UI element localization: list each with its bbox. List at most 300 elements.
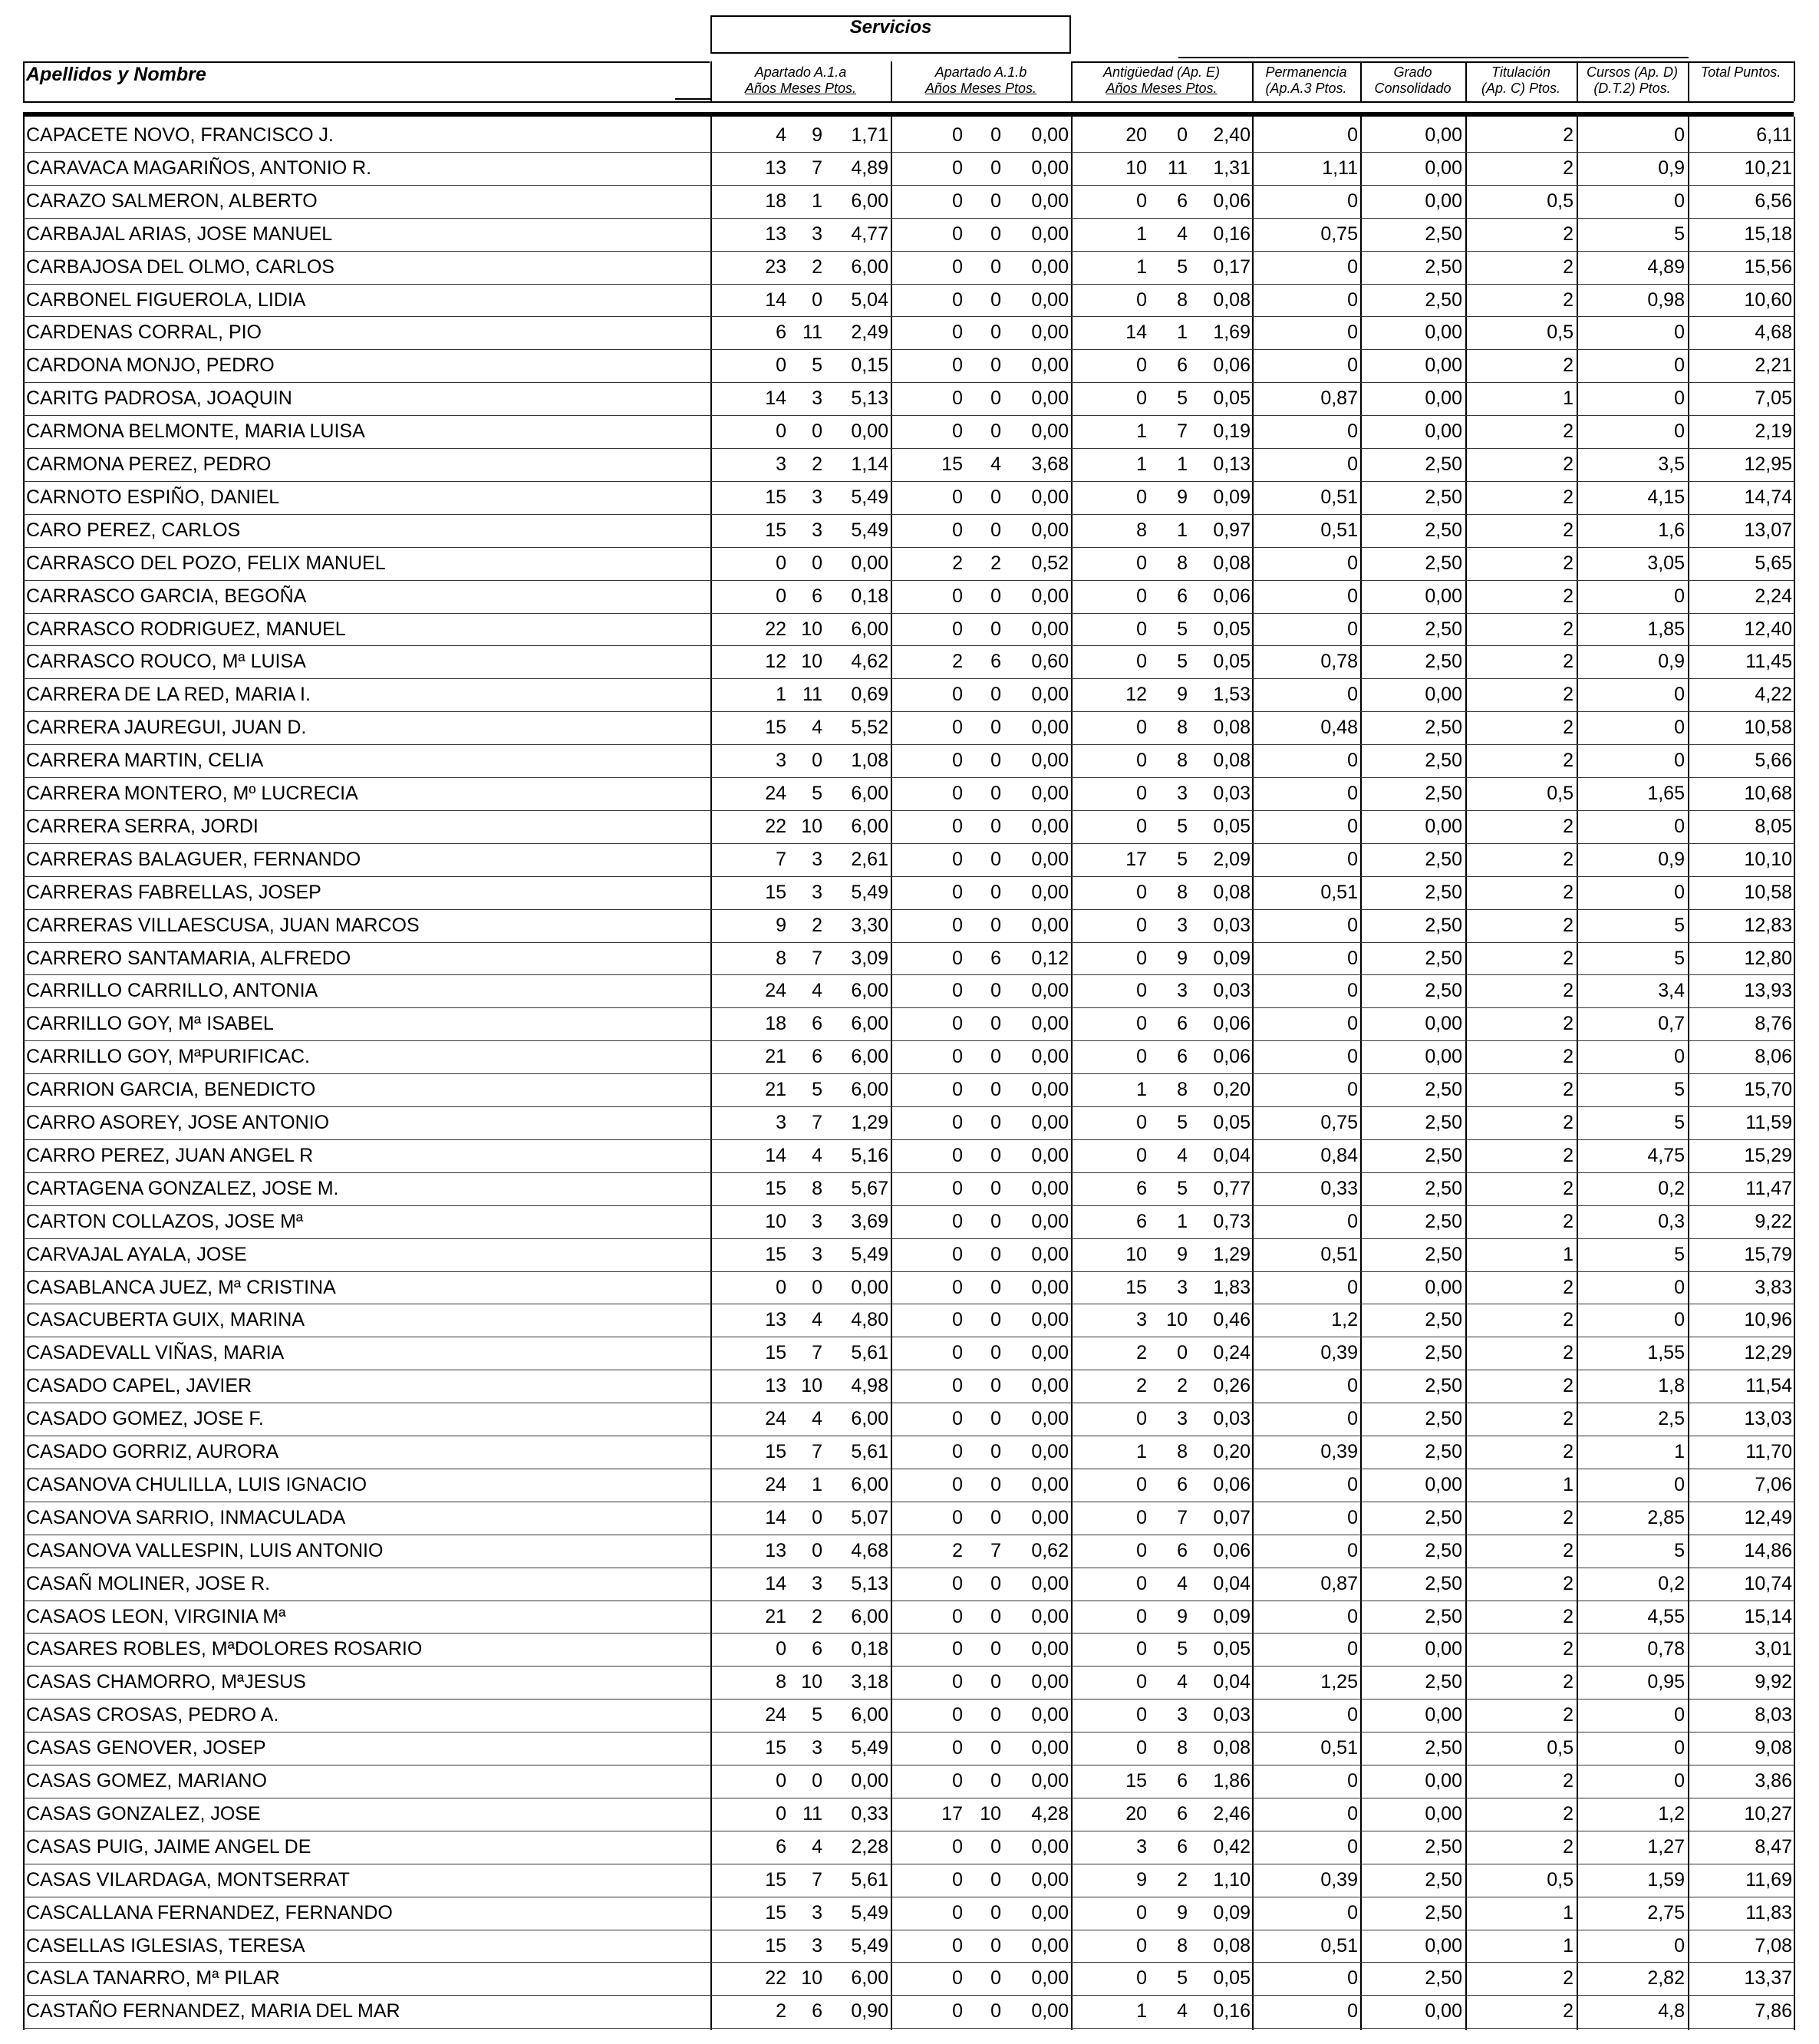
cell-permanencia: 0	[1347, 1638, 1358, 1660]
cell-antig-points: 0,05	[1213, 618, 1251, 640]
cell-antig-months: 9	[1177, 1605, 1188, 1627]
cell-a1a-points: 1,71	[851, 124, 888, 146]
cell-a1a-years: 14	[765, 1144, 786, 1166]
cell-a1b-years: 0	[952, 1243, 963, 1265]
cell-a1b-points: 0,00	[1031, 1243, 1069, 1265]
cell-grado: 2,50	[1425, 1506, 1462, 1528]
cell-grado: 2,50	[1425, 1144, 1462, 1166]
cell-a1a-points: 0,00	[851, 552, 888, 574]
cell-a1b-points: 0,00	[1031, 848, 1069, 870]
cell-a1a-years: 22	[765, 815, 786, 837]
cell-grado: 2,50	[1425, 783, 1462, 804]
cell-grado: 2,50	[1425, 223, 1462, 245]
cell-a1b-months: 0	[990, 1112, 1001, 1133]
cell-a1b-points: 0,62	[1031, 1539, 1069, 1561]
cell-grado: 2,50	[1425, 914, 1462, 936]
cell-cursos: 0	[1674, 190, 1685, 212]
cell-a1b-months: 4	[990, 453, 1001, 475]
cell-grado: 0,00	[1425, 684, 1462, 706]
cell-antig-years: 0	[1136, 1901, 1147, 1924]
cell-antig-years: 0	[1136, 1539, 1147, 1561]
cell-a1b-months: 7	[990, 1539, 1001, 1561]
cell-antig-points: 0,20	[1213, 1079, 1251, 1101]
table-row	[0, 580, 1819, 613]
cell-a1a-points: 6,00	[851, 190, 888, 212]
cell-antig-months: 3	[1177, 1276, 1188, 1298]
cell-antig-months: 6	[1177, 1835, 1188, 1858]
col-header-line1: Antigüedad (Ap. E)	[1102, 64, 1221, 80]
cell-titulacion: 2	[1563, 1276, 1574, 1298]
cell-antig-years: 1	[1136, 2000, 1147, 2023]
cell-grado: 0,00	[1425, 1802, 1462, 1825]
cell-name: CASABLANCA JUEZ, Mª CRISTINA	[26, 1276, 336, 1298]
cell-antig-months: 9	[1177, 486, 1188, 508]
cell-name: CASAOS LEON, VIRGINIA Mª	[26, 1605, 286, 1627]
cell-total: 12,80	[1744, 947, 1792, 969]
cell-total: 13,93	[1744, 980, 1792, 1002]
cell-total: 11,47	[1745, 1177, 1792, 1199]
cell-antig-years: 17	[1125, 848, 1147, 870]
cell-antig-points: 2,40	[1213, 124, 1251, 146]
cell-a1a-years: 15	[765, 1737, 786, 1759]
cell-antig-points: 0,16	[1213, 2000, 1251, 2023]
cell-antig-months: 7	[1177, 420, 1188, 443]
cell-a1b-years: 0	[952, 1079, 963, 1101]
cell-permanencia: 0,51	[1320, 881, 1358, 903]
cell-permanencia: 0	[1347, 190, 1358, 212]
cell-antig-points: 0,03	[1213, 1408, 1251, 1430]
cell-a1a-points: 5,61	[851, 1441, 888, 1462]
cell-permanencia: 0	[1347, 256, 1358, 278]
cell-total: 2,21	[1755, 354, 1792, 377]
cell-a1b-months: 0	[990, 881, 1001, 903]
cell-total: 3,83	[1755, 1276, 1792, 1298]
cell-total: 6,11	[1756, 124, 1792, 146]
cell-a1a-years: 8	[776, 947, 786, 969]
cell-a1a-points: 1,29	[851, 1112, 888, 1133]
cell-a1a-points: 6,00	[851, 815, 888, 837]
cell-grado: 0,00	[1425, 1473, 1462, 1495]
cell-a1b-points: 0,00	[1031, 1638, 1069, 1660]
cell-antig-points: 0,13	[1213, 453, 1251, 475]
cell-antig-months: 5	[1177, 815, 1188, 837]
cell-cursos: 0,9	[1658, 157, 1685, 179]
cell-a1a-months: 6	[812, 1638, 822, 1660]
cell-antig-points: 0,08	[1213, 288, 1251, 311]
table-row	[0, 678, 1819, 711]
cell-a1a-points: 0,15	[851, 354, 888, 377]
cell-antig-points: 1,10	[1213, 1868, 1251, 1891]
cell-grado: 2,50	[1425, 881, 1462, 903]
cell-name: CASADO CAPEL, JAVIER	[26, 1375, 252, 1397]
cell-cursos: 0	[1674, 354, 1685, 377]
cell-a1a-months: 4	[812, 1408, 822, 1430]
cell-a1a-months: 10	[801, 1375, 822, 1397]
cell-a1a-points: 6,00	[851, 1704, 888, 1726]
cell-permanencia: 0,39	[1320, 1868, 1358, 1891]
cell-name: CARBAJOSA DEL OLMO, CARLOS	[26, 256, 334, 278]
cell-antig-years: 0	[1136, 750, 1147, 772]
cell-antig-years: 3	[1136, 1309, 1147, 1331]
table-row	[0, 1831, 1819, 1864]
cell-a1a-years: 7	[776, 848, 786, 870]
cell-grado: 2,50	[1425, 453, 1462, 475]
cell-a1b-points: 0,00	[1031, 1572, 1069, 1594]
cell-antig-months: 1	[1177, 1210, 1188, 1232]
cell-grado: 2,50	[1425, 848, 1462, 870]
cell-name: CARMONA BELMONTE, MARIA LUISA	[26, 420, 365, 443]
cell-a1b-points: 0,60	[1031, 651, 1069, 673]
cell-name: CARMONA PEREZ, PEDRO	[26, 453, 272, 475]
cell-titulacion: 2	[1563, 1770, 1574, 1792]
cell-total: 12,40	[1744, 618, 1792, 640]
table-row	[0, 1633, 1819, 1666]
cell-antig-points: 0,06	[1213, 190, 1251, 212]
table-row	[0, 1172, 1819, 1205]
col-header-line2: (D.T.2) Ptos.	[1593, 81, 1671, 96]
cell-a1a-years: 22	[765, 1967, 786, 1990]
cell-a1b-points: 0,00	[1031, 1473, 1069, 1495]
cell-titulacion: 2	[1563, 1046, 1574, 1068]
cell-titulacion: 2	[1563, 1506, 1574, 1528]
cell-grado: 0,00	[1425, 1638, 1462, 1660]
cell-a1b-points: 0,00	[1031, 914, 1069, 936]
cell-permanencia: 0	[1347, 750, 1358, 772]
cell-a1b-points: 0,00	[1031, 1934, 1069, 1957]
cell-grado: 2,50	[1425, 1441, 1462, 1462]
cell-total: 11,69	[1745, 1868, 1792, 1891]
cell-a1a-months: 4	[812, 1835, 822, 1858]
cell-a1b-years: 0	[952, 157, 963, 179]
cell-total: 11,54	[1745, 1375, 1792, 1397]
cell-permanencia: 0	[1347, 1375, 1358, 1397]
cell-a1a-points: 5,16	[851, 1144, 888, 1166]
cell-a1b-points: 0,00	[1031, 157, 1069, 179]
col-header-line1: Permanencia	[1265, 64, 1347, 80]
cell-total: 13,37	[1744, 1967, 1792, 1990]
cell-a1a-months: 2	[812, 256, 822, 278]
cell-a1b-years: 0	[952, 947, 963, 969]
cell-a1a-points: 3,18	[851, 1671, 888, 1693]
cell-a1b-months: 0	[990, 980, 1001, 1002]
cell-a1b-years: 0	[952, 717, 963, 739]
cell-grado: 2,50	[1425, 1868, 1462, 1891]
cell-antig-points: 0,06	[1213, 1473, 1251, 1495]
cell-name: CARRERA DE LA RED, MARIA I.	[26, 684, 311, 706]
cell-name: CARRILLO GOY, MªPURIFICAC.	[26, 1046, 310, 1068]
cell-cursos: 4,8	[1658, 2000, 1685, 2023]
col-header-line1: Total Puntos.	[1700, 64, 1781, 80]
cell-total: 7,06	[1755, 1473, 1792, 1495]
cell-a1a-points: 5,49	[851, 881, 888, 903]
cell-a1b-months: 0	[990, 1013, 1001, 1035]
cell-cursos: 3,4	[1658, 980, 1685, 1002]
cell-a1b-years: 0	[952, 1835, 963, 1858]
cell-titulacion: 2	[1563, 1572, 1574, 1594]
cell-cursos: 0	[1674, 1473, 1685, 1495]
cell-antig-years: 10	[1125, 157, 1147, 179]
cell-a1a-months: 3	[812, 1737, 822, 1759]
cell-a1b-months: 0	[990, 783, 1001, 804]
cell-a1a-months: 4	[812, 717, 822, 739]
cell-total: 7,08	[1755, 1934, 1792, 1957]
cell-permanencia: 0	[1347, 684, 1358, 706]
cell-a1b-points: 0,00	[1031, 1835, 1069, 1858]
cell-a1a-months: 4	[812, 1309, 822, 1331]
cell-a1a-years: 15	[765, 1342, 786, 1364]
cell-antig-points: 0,24	[1213, 1342, 1251, 1364]
cell-a1b-months: 0	[990, 1276, 1001, 1298]
cell-total: 5,66	[1755, 750, 1792, 772]
cell-name: CAPACETE NOVO, FRANCISCO J.	[26, 124, 334, 146]
cell-antig-months: 5	[1177, 618, 1188, 640]
cell-a1b-points: 0,00	[1031, 354, 1069, 377]
cell-a1a-points: 6,00	[851, 1967, 888, 1990]
cell-a1b-points: 0,52	[1031, 552, 1069, 574]
cell-permanencia: 0	[1347, 1704, 1358, 1726]
table-row	[0, 1765, 1819, 1798]
cell-permanencia: 0	[1347, 1770, 1358, 1792]
cell-antig-points: 2,09	[1213, 848, 1251, 870]
cell-a1a-years: 12	[765, 651, 786, 673]
cell-a1a-months: 5	[812, 1704, 822, 1726]
cell-cursos: 0,3	[1658, 1210, 1685, 1232]
cell-a1a-points: 5,61	[851, 1868, 888, 1891]
cell-a1a-years: 3	[776, 1112, 786, 1133]
cell-name: CARRO ASOREY, JOSE ANTONIO	[26, 1112, 330, 1133]
cell-a1b-points: 0,00	[1031, 1737, 1069, 1759]
cell-a1a-years: 15	[765, 717, 786, 739]
cell-a1b-years: 0	[952, 1605, 963, 1627]
cell-name: CASCALLANA FERNANDEZ, FERNANDO	[26, 1901, 393, 1924]
cell-name: CARRERA MONTERO, Mº LUCRECIA	[26, 783, 358, 804]
cell-antig-years: 0	[1136, 1605, 1147, 1627]
cell-a1a-points: 4,62	[851, 651, 888, 673]
cell-permanencia: 0	[1347, 815, 1358, 837]
cell-a1b-years: 0	[952, 190, 963, 212]
cell-grado: 0,00	[1425, 387, 1462, 410]
cell-titulacion: 2	[1563, 486, 1574, 508]
cell-titulacion: 2	[1563, 1309, 1574, 1331]
table-row	[0, 810, 1819, 843]
cell-antig-points: 0,05	[1213, 1638, 1251, 1660]
cell-a1b-points: 0,00	[1031, 815, 1069, 837]
cell-a1b-years: 0	[952, 1013, 963, 1035]
cell-a1b-months: 0	[990, 354, 1001, 377]
cell-a1b-months: 0	[990, 1934, 1001, 1957]
cell-permanencia: 0,51	[1320, 486, 1358, 508]
cell-name: CARRERAS FABRELLAS, JOSEP	[26, 881, 321, 903]
cell-antig-points: 0,03	[1213, 980, 1251, 1002]
cell-cursos: 5	[1674, 1539, 1685, 1561]
cell-a1a-months: 8	[812, 1177, 822, 1199]
cell-titulacion: 2	[1563, 288, 1574, 311]
table-row	[0, 1535, 1819, 1568]
cell-antig-points: 0,08	[1213, 552, 1251, 574]
cell-antig-months: 6	[1177, 190, 1188, 212]
cell-total: 9,08	[1755, 1737, 1792, 1759]
cell-name: CASACUBERTA GUIX, MARINA	[26, 1309, 305, 1331]
cell-a1b-points: 0,00	[1031, 1671, 1069, 1693]
cell-permanencia: 0	[1347, 354, 1358, 377]
cell-a1b-points: 0,00	[1031, 1441, 1069, 1462]
table-row	[0, 481, 1819, 514]
cell-cursos: 0	[1674, 420, 1685, 443]
cell-a1b-points: 0,00	[1031, 717, 1069, 739]
cell-total: 3,01	[1755, 1638, 1792, 1660]
col-header-line2: Años Meses Ptos.	[1106, 81, 1218, 96]
cell-name: CASADEVALL VIÑAS, MARIA	[26, 1342, 285, 1364]
cell-a1b-points: 0,00	[1031, 1046, 1069, 1068]
cell-a1a-years: 0	[776, 552, 786, 574]
cell-grado: 2,50	[1425, 1375, 1462, 1397]
cell-titulacion: 2	[1563, 519, 1574, 541]
cell-cursos: 0,9	[1658, 651, 1685, 673]
table-row	[0, 1007, 1819, 1040]
cell-antig-years: 0	[1136, 354, 1147, 377]
cell-a1b-points: 0,00	[1031, 288, 1069, 311]
cell-antig-years: 10	[1125, 1243, 1147, 1265]
cell-a1b-months: 0	[990, 585, 1001, 607]
table-row	[0, 1403, 1819, 1436]
cell-total: 6,56	[1755, 190, 1792, 212]
cell-a1b-years: 0	[952, 1704, 963, 1726]
cell-antig-points: 0,03	[1213, 914, 1251, 936]
cell-a1a-years: 23	[765, 256, 786, 278]
cell-a1a-points: 0,18	[851, 585, 888, 607]
cell-a1b-points: 0,00	[1031, 519, 1069, 541]
cell-total: 10,58	[1744, 717, 1792, 739]
cell-antig-months: 6	[1177, 354, 1188, 377]
cell-a1b-points: 0,00	[1031, 321, 1069, 344]
cell-permanencia: 0	[1347, 552, 1358, 574]
cell-antig-years: 0	[1136, 1046, 1147, 1068]
cell-titulacion: 2	[1563, 256, 1574, 278]
cell-antig-months: 6	[1177, 585, 1188, 607]
col-header-line2: Consolidado	[1374, 81, 1452, 96]
cell-cursos: 0	[1674, 1737, 1685, 1759]
cell-titulacion: 2	[1563, 1835, 1574, 1858]
cell-permanencia: 0	[1347, 1605, 1358, 1627]
cell-a1b-months: 0	[990, 1835, 1001, 1858]
cell-titulacion: 2	[1563, 1013, 1574, 1035]
services-title: Servicios	[849, 17, 932, 38]
cell-permanencia: 0	[1347, 2000, 1358, 2023]
cell-antig-years: 0	[1136, 618, 1147, 640]
cell-a1b-points: 0,00	[1031, 1013, 1069, 1035]
cell-a1a-points: 5,49	[851, 486, 888, 508]
table-row	[0, 1699, 1819, 1732]
cell-a1a-points: 4,77	[851, 223, 888, 245]
cell-cursos: 5	[1674, 1079, 1685, 1101]
cell-permanencia: 0	[1347, 1835, 1358, 1858]
cell-total: 14,74	[1744, 486, 1792, 508]
cell-a1a-years: 0	[776, 1276, 786, 1298]
cell-permanencia: 0,33	[1320, 1177, 1358, 1199]
cell-a1b-points: 0,00	[1031, 2000, 1069, 2023]
table-row	[0, 119, 1819, 152]
cell-permanencia: 0	[1347, 618, 1358, 640]
cell-antig-months: 8	[1177, 1737, 1188, 1759]
cell-antig-months: 5	[1177, 651, 1188, 673]
cell-grado: 0,00	[1425, 321, 1462, 344]
cell-a1b-years: 2	[952, 552, 963, 574]
cell-a1b-months: 0	[990, 124, 1001, 146]
cell-titulacion: 2	[1563, 815, 1574, 837]
table-row	[0, 284, 1819, 317]
cell-antig-years: 0	[1136, 486, 1147, 508]
cell-name: CARRERO SANTAMARIA, ALFREDO	[26, 947, 351, 969]
col-header-line2: Años Meses Ptos.	[744, 81, 857, 96]
cell-titulacion: 0,5	[1547, 1737, 1574, 1759]
cell-a1a-months: 0	[812, 420, 822, 443]
cell-titulacion: 2	[1563, 1441, 1574, 1462]
cell-a1a-years: 13	[765, 223, 786, 245]
cell-a1b-months: 0	[990, 256, 1001, 278]
table-row	[0, 1864, 1819, 1897]
cell-antig-points: 0,09	[1213, 1605, 1251, 1627]
cell-titulacion: 2	[1563, 980, 1574, 1002]
cell-a1a-points: 6,00	[851, 1473, 888, 1495]
cell-total: 10,21	[1744, 157, 1792, 179]
cell-a1a-months: 7	[812, 1868, 822, 1891]
cell-permanencia: 0	[1347, 1473, 1358, 1495]
cell-a1a-years: 15	[765, 486, 786, 508]
cell-a1b-months: 0	[990, 1506, 1001, 1528]
cell-titulacion: 2	[1563, 914, 1574, 936]
cell-antig-points: 0,42	[1213, 1835, 1251, 1858]
cell-a1a-years: 0	[776, 354, 786, 377]
table-row	[0, 1962, 1819, 1995]
cell-permanencia: 0	[1347, 980, 1358, 1002]
cell-cursos: 0	[1674, 124, 1685, 146]
cell-titulacion: 2	[1563, 1605, 1574, 1627]
cell-permanencia: 0,39	[1320, 1342, 1358, 1364]
cell-a1a-months: 7	[812, 1112, 822, 1133]
cell-a1b-years: 0	[952, 519, 963, 541]
cell-antig-years: 1	[1136, 1079, 1147, 1101]
cell-total: 9,92	[1755, 1671, 1792, 1693]
cell-antig-months: 3	[1177, 783, 1188, 804]
cell-total: 12,49	[1744, 1506, 1792, 1528]
cell-grado: 2,50	[1425, 552, 1462, 574]
cell-a1b-points: 0,00	[1031, 1506, 1069, 1528]
cell-a1a-months: 2	[812, 1605, 822, 1627]
cell-antig-months: 7	[1177, 1506, 1188, 1528]
cell-permanencia: 0	[1347, 1013, 1358, 1035]
cell-antig-points: 0,04	[1213, 1671, 1251, 1693]
cell-a1b-years: 0	[952, 288, 963, 311]
cell-total: 15,56	[1744, 256, 1792, 278]
cell-antig-months: 8	[1177, 881, 1188, 903]
cell-titulacion: 2	[1563, 947, 1574, 969]
cell-antig-years: 2	[1136, 1342, 1147, 1364]
cell-grado: 2,50	[1425, 1309, 1462, 1331]
cell-name: CARRERA MARTIN, CELIA	[26, 750, 264, 772]
cell-total: 10,58	[1744, 881, 1792, 903]
cell-titulacion: 2	[1563, 1638, 1574, 1660]
cell-a1b-years: 0	[952, 1638, 963, 1660]
cell-total: 11,83	[1745, 1901, 1792, 1924]
cell-antig-months: 4	[1177, 1572, 1188, 1594]
cell-permanencia: 0	[1347, 848, 1358, 870]
cell-name: CASANOVA CHULILLA, LUIS IGNACIO	[26, 1473, 367, 1495]
cell-a1b-points: 0,00	[1031, 1112, 1069, 1133]
cell-antig-points: 1,31	[1213, 157, 1251, 179]
table-row	[0, 1732, 1819, 1765]
cell-a1b-years: 0	[952, 1309, 963, 1331]
cell-grado: 0,00	[1425, 190, 1462, 212]
